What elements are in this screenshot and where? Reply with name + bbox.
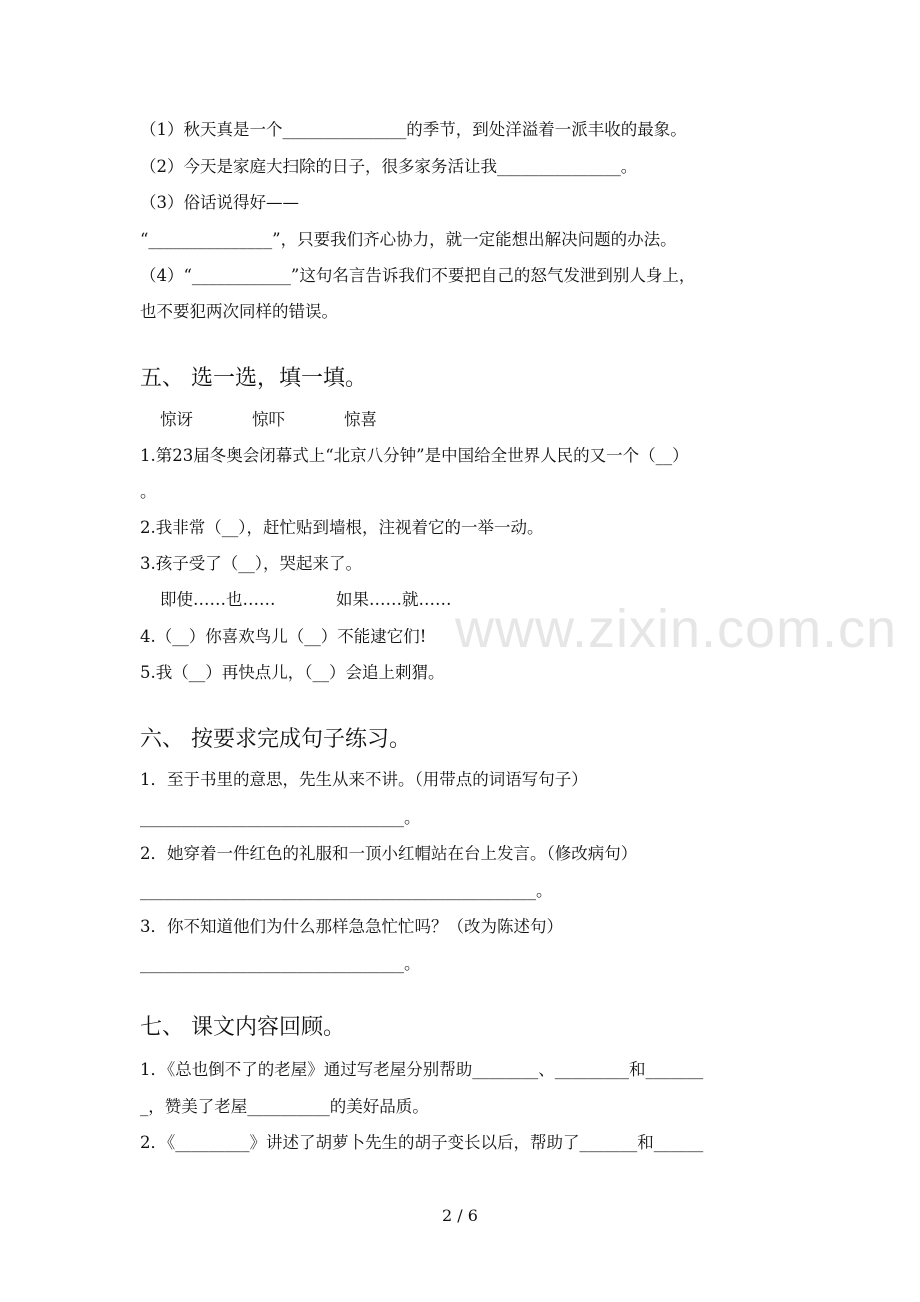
section5-title: 五、 选一选，填一填。 — [140, 366, 367, 391]
s6-answer-line-3: ________________________________。 — [140, 954, 421, 973]
watermark: www.zixin.com.cn — [455, 599, 898, 659]
s6-q2: 2．她穿着一件红色的礼服和一顶小红帽站在台上发言。（修改病句） — [140, 844, 638, 863]
s7-q1-line1: 1．《总也倒不了的老屋》通过写老屋分别帮助________、_________和_______ — [140, 1060, 704, 1079]
s6-q3: 3．你不知道他们为什么那样急急忙忙吗？（改为陈述句） — [140, 917, 563, 936]
s4-q1: （1）秋天真是一个_______________的季节，到处洋溢着一派丰收的最象。 — [140, 120, 687, 139]
conjunction-option-2: 如果……就…… — [336, 590, 452, 609]
s7-q1-line2: _，赞美了老屋__________的美好品质。 — [140, 1097, 429, 1116]
section6-title: 六、 按要求完成句子练习。 — [140, 727, 411, 752]
s4-q4-line2: 也不要犯两次同样的错误。 — [140, 302, 338, 321]
conjunction-option-1: 即使……也…… — [160, 590, 276, 609]
s4-q4-line1: （4）“____________”这句名言告诉我们不要把自己的怒气发泄到别人身上， — [140, 266, 696, 285]
section7-title: 七、 课文内容回顾。 — [140, 1015, 345, 1040]
word-option-1: 惊讶 — [160, 410, 193, 429]
page-number: 2 / 6 — [442, 1206, 478, 1225]
s4-q3-line2: “_______________”，只要我们齐心协力，就一定能想出解决问题的办法。 — [140, 230, 677, 249]
s6-answer-line-1: ________________________________。 — [140, 808, 421, 827]
s5-q5: 5.我（__）再快点儿，（__）会追上刺猬。 — [140, 663, 445, 682]
s5-q1-line2: 。 — [140, 482, 157, 501]
s5-q1-line1: 1.第23届冬奥会闭幕式上“北京八分钟”是中国给全世界人民的又一个（__） — [140, 446, 689, 465]
s4-q2: （2）今天是家庭大扫除的日子，很多家务活让我_______________。 — [140, 157, 638, 176]
s5-q3: 3.孩子受了（__），哭起来了。 — [140, 554, 362, 573]
s7-q2: 2．《_________》讲述了胡萝卜先生的胡子变长以后，帮助了_______和______ — [140, 1133, 704, 1152]
s6-q1: 1．至于书里的意思，先生从来不讲。（用带点的词语写句子） — [140, 770, 588, 789]
s5-q4: 4.（__）你喜欢鸟儿（__）不能逮它们! — [140, 627, 427, 646]
word-option-3: 惊喜 — [344, 410, 377, 429]
s5-q2: 2.我非常（__），赶忙贴到墙根，注视着它的一举一动。 — [140, 518, 544, 537]
s4-q3-line1: （3）俗话说得好—— — [140, 193, 299, 212]
word-option-2: 惊吓 — [252, 410, 285, 429]
s6-answer-line-2: ________________________________________________。 — [140, 881, 553, 900]
